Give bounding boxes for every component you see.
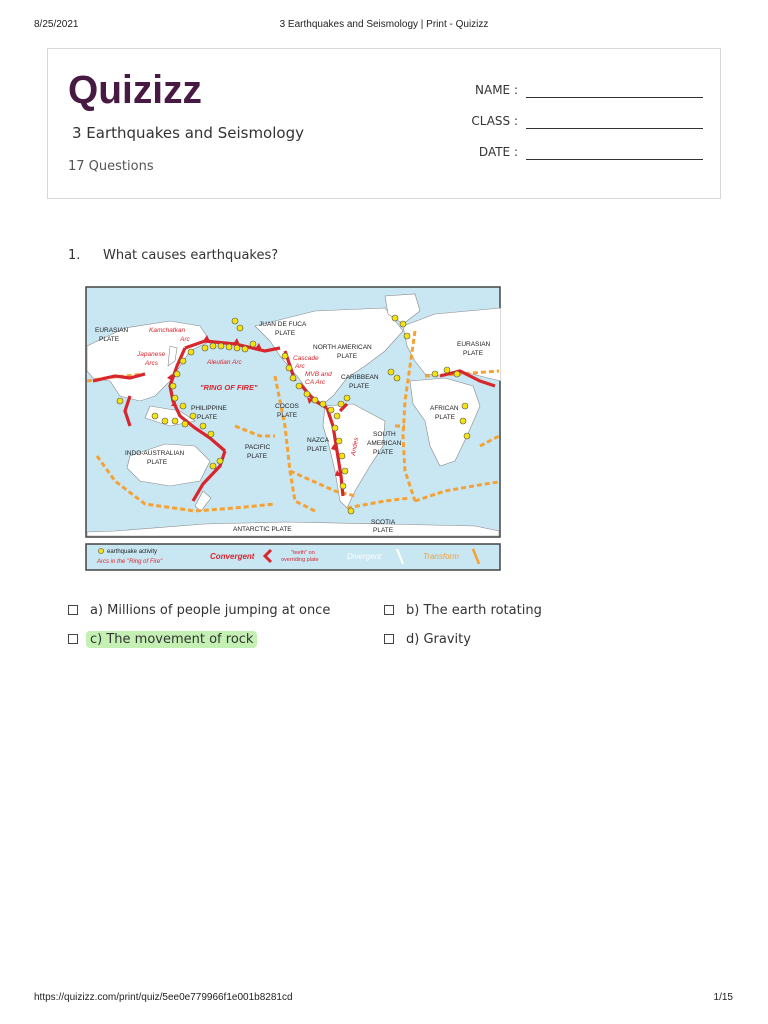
svg-text:PLATE: PLATE bbox=[197, 414, 218, 421]
question-text: What causes earthquakes? bbox=[103, 248, 279, 263]
date-line[interactable] bbox=[526, 159, 703, 160]
print-title: 3 Earthquakes and Seismology | Print - Quizizz bbox=[279, 19, 489, 30]
option-d-checkbox[interactable] bbox=[384, 634, 394, 644]
name-line[interactable] bbox=[526, 97, 703, 98]
svg-text:ANTARCTIC PLATE: ANTARCTIC PLATE bbox=[233, 526, 292, 533]
svg-text:NAZCA: NAZCA bbox=[307, 437, 330, 444]
option-a-checkbox[interactable] bbox=[68, 605, 78, 615]
svg-text:CA Arc: CA Arc bbox=[305, 379, 326, 386]
svg-text:JUAN DE FUCA: JUAN DE FUCA bbox=[259, 321, 307, 328]
svg-text:CARIBBEAN: CARIBBEAN bbox=[341, 374, 379, 381]
svg-text:PLATE: PLATE bbox=[99, 336, 120, 343]
svg-text:PHILIPPINE: PHILIPPINE bbox=[191, 405, 227, 412]
svg-text:Andes: Andes bbox=[350, 436, 361, 457]
svg-text:Japanese: Japanese bbox=[137, 351, 166, 358]
svg-text:Cascade: Cascade bbox=[293, 355, 319, 362]
svg-text:PLATE: PLATE bbox=[275, 330, 296, 337]
ring-of-fire-label: "RING OF FIRE" bbox=[200, 383, 258, 392]
svg-text:earthquake activity: earthquake activity bbox=[107, 549, 158, 555]
option-c[interactable] bbox=[68, 629, 257, 649]
option-c-label-correct: c) The movement of rock bbox=[86, 631, 257, 648]
logo-text: Quizizz bbox=[68, 69, 202, 111]
svg-text:PLATE: PLATE bbox=[373, 449, 394, 456]
svg-text:SCOTIA: SCOTIA bbox=[371, 519, 396, 526]
option-d-label: d) Gravity bbox=[406, 631, 471, 647]
option-b[interactable] bbox=[384, 600, 546, 620]
option-c-checkbox[interactable] bbox=[68, 634, 78, 644]
svg-text:PLATE: PLATE bbox=[337, 353, 358, 360]
question-count: 17 Questions bbox=[68, 159, 154, 174]
option-d[interactable] bbox=[384, 629, 475, 649]
svg-text:PLATE: PLATE bbox=[463, 350, 484, 357]
svg-text:Arc: Arc bbox=[180, 336, 190, 343]
svg-text:Convergent: Convergent bbox=[210, 552, 255, 561]
svg-text:Kamchatkan: Kamchatkan bbox=[149, 327, 186, 334]
svg-text:Transform: Transform bbox=[423, 552, 459, 561]
map-legend bbox=[86, 544, 500, 570]
svg-text:EURASIAN: EURASIAN bbox=[95, 327, 129, 334]
svg-text:EURASIAN: EURASIAN bbox=[457, 341, 491, 348]
svg-text:PLATE: PLATE bbox=[277, 412, 298, 419]
option-b-checkbox[interactable] bbox=[384, 605, 394, 615]
svg-text:NORTH AMERICAN: NORTH AMERICAN bbox=[313, 344, 372, 351]
svg-text:PLATE: PLATE bbox=[373, 527, 394, 534]
question-number: 1. bbox=[68, 248, 81, 263]
page-url: https://quizizz.com/print/quiz/5ee0e779966f1e001b8281cd bbox=[34, 992, 293, 1003]
svg-text:PLATE: PLATE bbox=[349, 383, 370, 390]
class-label: CLASS : bbox=[471, 114, 518, 128]
svg-text:Arcs: Arcs bbox=[145, 360, 158, 367]
svg-text:SOUTH: SOUTH bbox=[373, 431, 396, 438]
option-a[interactable] bbox=[68, 600, 334, 620]
svg-text:"teeth" on: "teeth" on bbox=[291, 550, 315, 556]
option-b-label: b) The earth rotating bbox=[406, 602, 542, 618]
svg-text:MVB and: MVB and bbox=[305, 371, 332, 378]
svg-text:Arcs in the "Ring of Fire": Arcs in the "Ring of Fire" bbox=[97, 559, 163, 565]
svg-text:COCOS: COCOS bbox=[275, 403, 299, 410]
class-field[interactable] bbox=[468, 114, 703, 134]
date-field[interactable] bbox=[468, 145, 703, 165]
svg-text:Divergent: Divergent bbox=[347, 552, 382, 561]
svg-text:overriding plate: overriding plate bbox=[281, 557, 319, 563]
option-a-label: a) Millions of people jumping at once bbox=[90, 602, 331, 618]
svg-text:AMERICAN: AMERICAN bbox=[367, 440, 402, 447]
svg-text:PLATE: PLATE bbox=[147, 459, 168, 466]
name-label: NAME : bbox=[475, 83, 518, 97]
date-label: DATE : bbox=[478, 145, 518, 159]
quiz-header-card bbox=[47, 48, 721, 199]
tectonic-plates-map bbox=[85, 286, 501, 571]
class-line[interactable] bbox=[526, 128, 703, 129]
svg-text:PACIFIC: PACIFIC bbox=[245, 444, 271, 451]
print-date: 8/25/2021 bbox=[34, 19, 79, 30]
svg-text:Aleutian Arc: Aleutian Arc bbox=[207, 359, 242, 366]
quizizz-logo bbox=[68, 69, 204, 115]
svg-text:PLATE: PLATE bbox=[307, 446, 328, 453]
svg-text:PLATE: PLATE bbox=[435, 414, 456, 421]
name-field[interactable] bbox=[468, 83, 703, 103]
svg-text:AFRICAN: AFRICAN bbox=[430, 405, 459, 412]
svg-text:INDO-AUSTRALIAN: INDO-AUSTRALIAN bbox=[125, 450, 185, 457]
svg-text:Arc: Arc bbox=[295, 363, 305, 370]
quiz-title: 3 Earthquakes and Seismology bbox=[72, 124, 304, 142]
svg-text:PLATE: PLATE bbox=[247, 453, 268, 460]
page-number: 1/15 bbox=[713, 992, 733, 1003]
